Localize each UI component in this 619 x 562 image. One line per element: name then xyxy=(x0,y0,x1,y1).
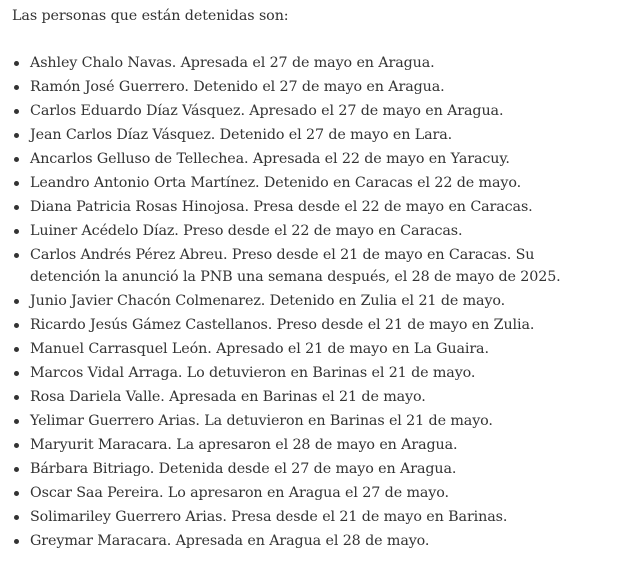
list-item: Luiner Acédelo Díaz. Preso desde el 22 de mayo en Caracas. xyxy=(12,220,600,242)
list-item: Junio Javier Chacón Colmenarez. Detenido en Zulia el 21 de mayo. xyxy=(12,290,600,312)
list-item: Leandro Antonio Orta Martínez. Detenido en Caracas el 22 de mayo. xyxy=(12,172,600,194)
detainee-list xyxy=(12,52,600,552)
list-item: Ancarlos Gelluso de Tellechea. Apresada el 22 de mayo en Yaracuy. xyxy=(12,148,600,170)
list-item: Rosa Dariela Valle. Apresada en Barinas el 21 de mayo. xyxy=(12,386,600,408)
list-item: Diana Patricia Rosas Hinojosa. Presa desde el 22 de mayo en Caracas. xyxy=(12,196,600,218)
list-item: Manuel Carrasquel León. Apresado el 21 de mayo en La Guaira. xyxy=(12,338,600,360)
list-item: Ramón José Guerrero. Detenido el 27 de mayo en Aragua. xyxy=(12,76,600,98)
list-item: Yelimar Guerrero Arias. La detuvieron en Barinas el 21 de mayo. xyxy=(12,410,600,432)
intro-paragraph: Las personas que están detenidas son: xyxy=(12,8,289,24)
list-item: Solimariley Guerrero Arias. Presa desde el 21 de mayo en Barinas. xyxy=(12,506,600,528)
list-item: Oscar Saa Pereira. Lo apresaron en Aragua el 27 de mayo. xyxy=(12,482,600,504)
list-item: Maryurit Maracara. La apresaron el 28 de mayo en Aragua. xyxy=(12,434,600,456)
list-item: Jean Carlos Díaz Vásquez. Detenido el 27 de mayo en Lara. xyxy=(12,124,600,146)
list-item: Bárbara Bitriago. Detenida desde el 27 de mayo en Aragua. xyxy=(12,458,600,480)
list-item: Ricardo Jesús Gámez Castellanos. Preso desde el 21 de mayo en Zulia. xyxy=(12,314,600,336)
list-item: Carlos Eduardo Díaz Vásquez. Apresado el 27 de mayo en Aragua. xyxy=(12,100,600,122)
list-item: Marcos Vidal Arraga. Lo detuvieron en Barinas el 21 de mayo. xyxy=(12,362,600,384)
list-item: Carlos Andrés Pérez Abreu. Preso desde el 21 de mayo en Caracas. Su detención la anunció la PNB una semana después, el 28 de mayo de 2025. xyxy=(12,244,600,288)
list-item: Ashley Chalo Navas. Apresada el 27 de mayo en Aragua. xyxy=(12,52,600,74)
list-item: Greymar Maracara. Apresada en Aragua el 28 de mayo. xyxy=(12,530,600,552)
